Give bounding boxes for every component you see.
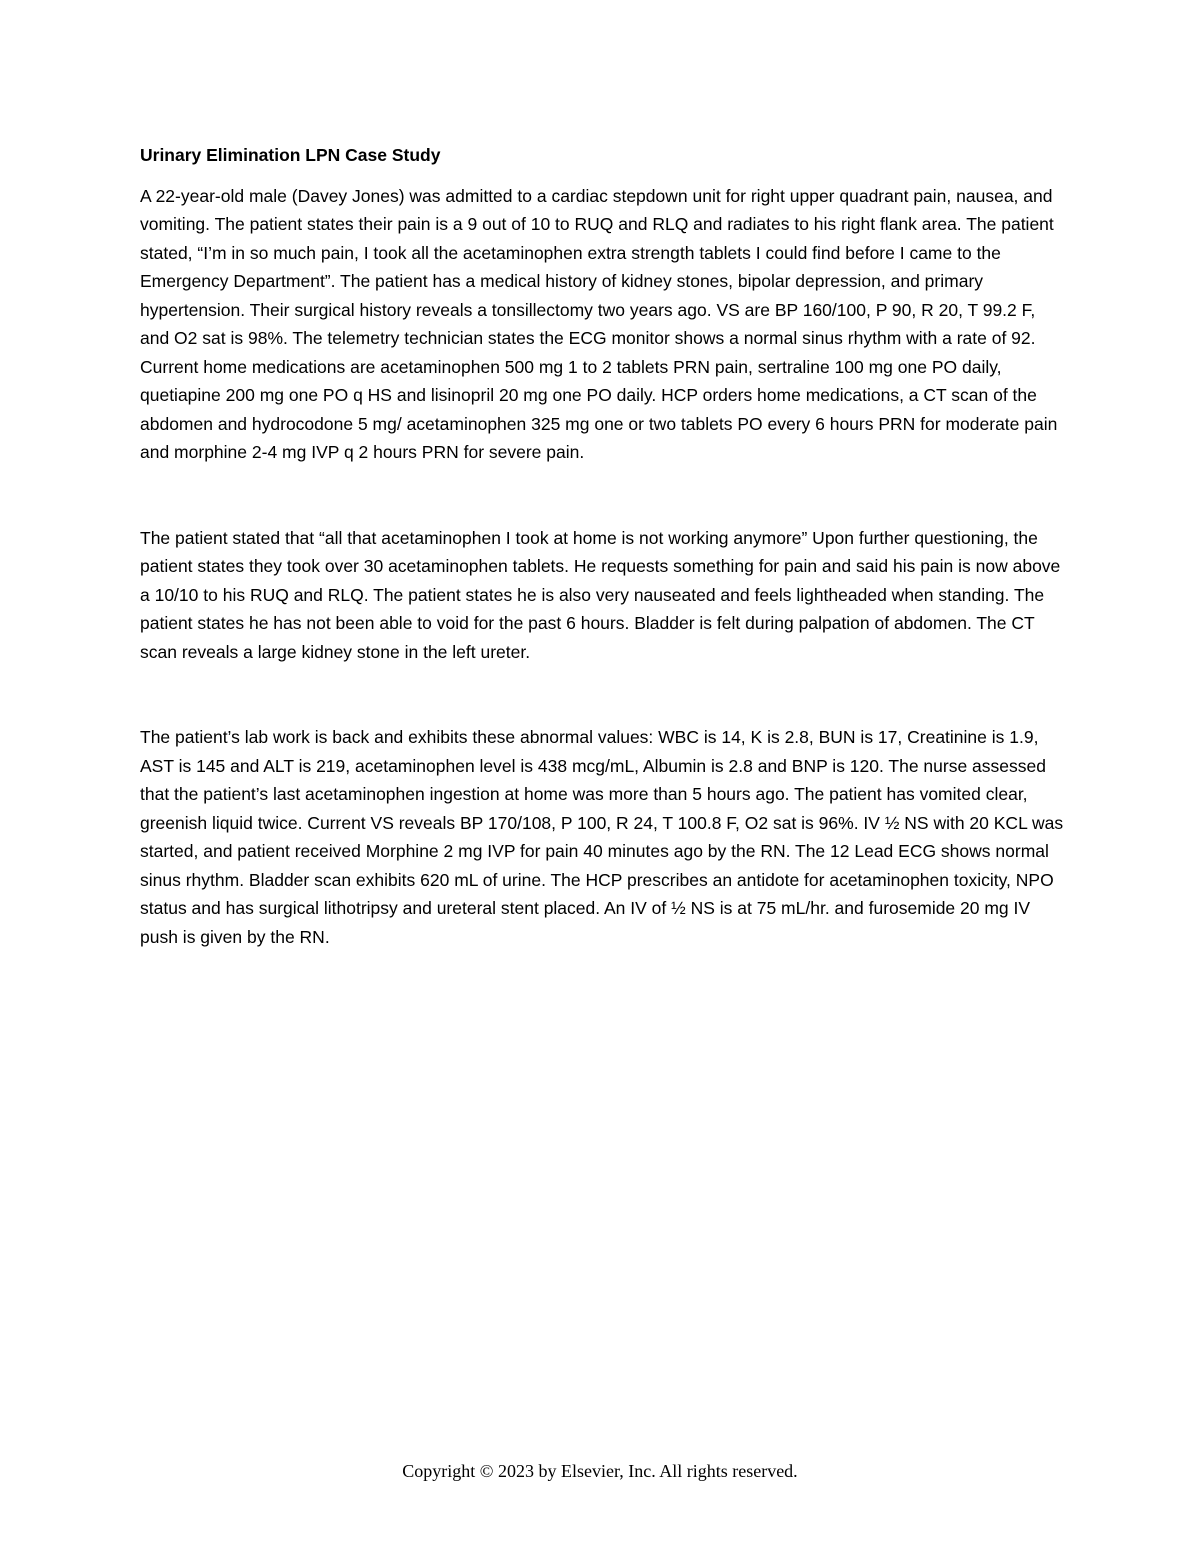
document-title: Urinary Elimination LPN Case Study	[140, 145, 441, 165]
case-paragraph-1: A 22-year-old male (Davey Jones) was admitted to a cardiac stepdown unit for right upper quadrant pain, nausea, and vomiting. The patient states their pain is a 9 out of 10 to RUQ and RLQ and radiates to his right flank area. The patient stated, “I’m in so much pain, I took all the acetaminophen extra strength tablets I could find before I came to the Emergency Department”. The patient has a medical history of kidney stones, bipolar depression, and primary hypertension. Their surgical history reveals a tonsillectomy two years ago. VS are BP 160/100, P 90, R 20, T 99.2 F, and O2 sat is 98%. The telemetry technician states the ECG monitor shows a normal sinus rhythm with a rate of 92. Current home medications are acetaminophen 500 mg 1 to 2 tablets PRN pain, sertraline 100 mg one PO daily, quetiapine 200 mg one PO q HS and lisinopril 20 mg one PO daily. HCP orders home medications, a CT scan of the abdomen and hydrocodone 5 mg/ acetaminophen 325 mg one or two tablets PO every 6 hours PRN for moderate pain and morphine 2-4 mg IVP q 2 hours PRN for severe pain.	[140, 185, 1058, 462]
case-paragraph-3: The patient’s lab work is back and exhibits these abnormal values: WBC is 14, K is 2.8, BUN is 17, Creatinine is 1.9, AST is 145 and ALT is 219, acetaminophen level is 438 mcg/mL, Albumin is 2.8 and BNP is 120. The nurse assessed that the patient’s last acetaminophen ingestion at home was more than 5 hours ago. The patient has vomited clear, greenish liquid twice. Current VS reveals BP 170/108, P 100, R 24, T 100.8 F, O2 sat is 96%. IV ½ NS with 20 KCL was started, and patient received Morphine 2 mg IVP for pain 40 minutes ago by the RN. The 12 Lead ECG shows normal sinus rhythm. Bladder scan exhibits 620 mL of urine. The HCP prescribes an antidote for acetaminophen toxicity, NPO status and has surgical lithotripsy and ureteral stent placed. An IV of ½ NS is at 75 mL/hr. and furosemide 20 mg IV push is given by the RN.	[140, 727, 1064, 947]
document-body	[140, 141, 1065, 951]
case-paragraph-2: The patient stated that “all that acetaminophen I took at home is not working anymore” Upon further questioning, the patient states they took over 30 acetaminophen tablets. He requests something for pain and said his pain is now above a 10/10 to his RUQ and RLQ. The patient states he is also very nauseated and feels lightheaded when standing. The patient states he has not been able to void for the past 6 hours. Bladder is felt during palpation of abdomen. The CT scan reveals a large kidney stone in the left ureter.	[140, 527, 1061, 662]
copyright-footer: Copyright © 2023 by Elsevier, Inc. All rights reserved.	[402, 1461, 798, 1481]
